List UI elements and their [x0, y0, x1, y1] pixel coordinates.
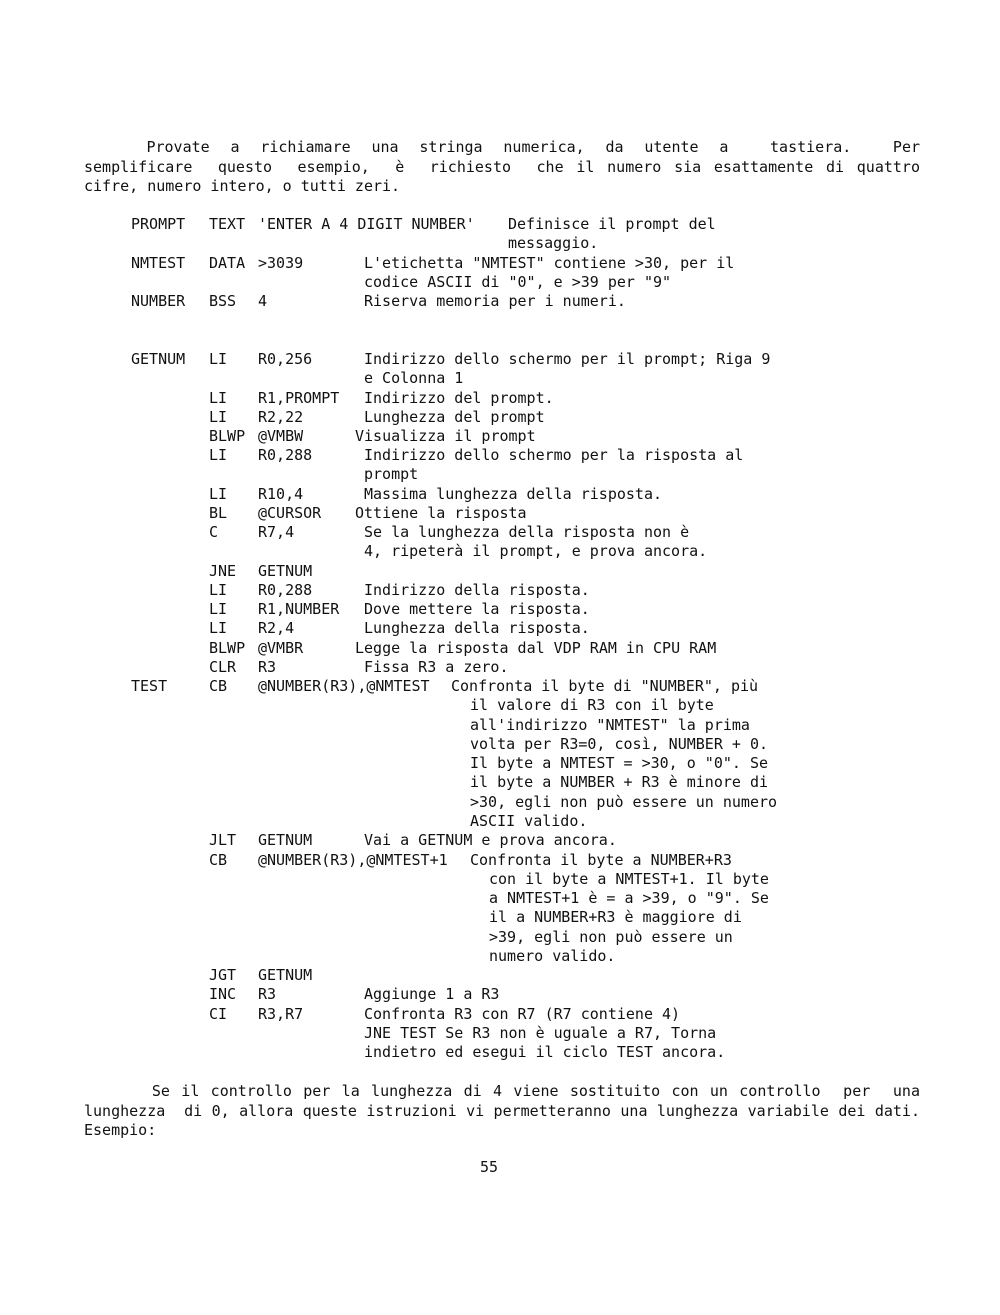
label-number: NUMBER: [131, 292, 186, 310]
operand: R3,R7: [258, 1005, 304, 1023]
comment: e Colonna 1: [364, 369, 464, 387]
comment: il byte a NUMBER + R3 è minore di: [470, 773, 769, 791]
comment: codice ASCII di "0", e >39 per "9": [364, 273, 672, 291]
comment: Massima lunghezza della risposta.: [364, 485, 663, 503]
operand: @CURSOR: [258, 504, 322, 522]
opcode: CB: [209, 677, 228, 695]
comment: L'etichetta "NMTEST" contiene >30, per il: [364, 254, 735, 272]
comment: >39, egli non può essere un: [489, 928, 733, 946]
operand: GETNUM: [258, 562, 313, 580]
label-getnum: GETNUM: [131, 350, 186, 368]
comment: Fissa R3 a zero.: [364, 658, 509, 676]
page-number: 55: [480, 1158, 499, 1176]
opcode: LI: [209, 389, 228, 407]
comment: Dove mettere la risposta.: [364, 600, 590, 618]
opcode: LI: [209, 619, 228, 637]
comment: Confronta il byte a NUMBER+R3: [470, 851, 732, 869]
comment: a NMTEST+1 è = a >39, o "9". Se: [489, 889, 769, 907]
comment: Legge la risposta dal VDP RAM in CPU RAM: [355, 639, 717, 657]
opcode: TEXT: [209, 215, 246, 233]
comment: Confronta il byte di "NUMBER", più: [451, 677, 759, 695]
opcode: LI: [209, 350, 228, 368]
comment: volta per R3=0, così, NUMBER + 0.: [470, 735, 769, 753]
operand: 4: [258, 292, 268, 310]
opcode: C: [209, 523, 219, 541]
operand: R3: [258, 658, 277, 676]
comment: Il byte a NMTEST = >30, o "0". Se: [470, 754, 769, 772]
opcode: LI: [209, 581, 228, 599]
operand: @NUMBER(R3),@NMTEST: [258, 677, 430, 695]
comment: Lunghezza del prompt: [364, 408, 545, 426]
comment: Indirizzo dello schermo per la risposta al: [364, 446, 744, 464]
label-nmtest: NMTEST: [131, 254, 186, 272]
opcode: LI: [209, 600, 228, 618]
operand: GETNUM: [258, 966, 313, 984]
opcode: LI: [209, 408, 228, 426]
opcode: JGT: [209, 966, 237, 984]
label-prompt: PROMPT: [131, 215, 186, 233]
opcode: JLT: [209, 831, 237, 849]
comment: 4, ripeterà il prompt, e prova ancora.: [364, 542, 708, 560]
operand: R0,256: [258, 350, 313, 368]
comment: il a NUMBER+R3 è maggiore di: [489, 908, 742, 926]
operand: 'ENTER A 4 DIGIT NUMBER': [258, 215, 475, 233]
comment: JNE TEST Se R3 non è uguale a R7, Torna: [364, 1024, 717, 1042]
operand: GETNUM: [258, 831, 313, 849]
comment: Confronta R3 con R7 (R7 contiene 4): [364, 1005, 681, 1023]
comment: Aggiunge 1 a R3: [364, 985, 500, 1003]
comment: Indirizzo della risposta.: [364, 581, 590, 599]
opcode: JNE: [209, 562, 237, 580]
comment: Se la lunghezza della risposta non è: [364, 523, 690, 541]
opcode: CLR: [209, 658, 237, 676]
operand: @NUMBER(R3),@NMTEST+1: [258, 851, 448, 869]
intro-paragraph: Provate a richiamare una stringa numerica, da utente a tastiera. Per semplificare questo esempio, è richiesto che il numero sia esattamente di quattro cifre, numero intero, o tutti zeri.: [84, 138, 930, 195]
comment: Visualizza il prompt: [355, 427, 536, 445]
opcode: BLWP: [209, 639, 246, 657]
comment: ASCII valido.: [470, 812, 588, 830]
opcode: LI: [209, 485, 228, 503]
comment: Indirizzo del prompt.: [364, 389, 554, 407]
opcode: BL: [209, 504, 228, 522]
comment: Lunghezza della risposta.: [364, 619, 590, 637]
comment: >30, egli non può essere un numero: [470, 793, 778, 811]
comment: Vai a GETNUM e prova ancora.: [364, 831, 617, 849]
operand: R10,4: [258, 485, 304, 503]
operand: R0,288: [258, 581, 313, 599]
label-test: TEST: [131, 677, 168, 695]
opcode: BSS: [209, 292, 237, 310]
comment: con il byte a NMTEST+1. Il byte: [489, 870, 769, 888]
opcode: INC: [209, 985, 237, 1003]
comment: all'indirizzo "NMTEST" la prima: [470, 716, 750, 734]
opcode: BLWP: [209, 427, 246, 445]
comment: il valore di R3 con il byte: [470, 696, 714, 714]
comment: messaggio.: [508, 234, 599, 252]
comment: Indirizzo dello schermo per il prompt; Riga 9: [364, 350, 771, 368]
operand: R1,PROMPT: [258, 389, 340, 407]
comment: Ottiene la risposta: [355, 504, 527, 522]
operand: R0,288: [258, 446, 313, 464]
operand: R3: [258, 985, 277, 1003]
comment: indietro ed esegui il ciclo TEST ancora.: [364, 1043, 726, 1061]
opcode: LI: [209, 446, 228, 464]
opcode: CI: [209, 1005, 228, 1023]
operand: >3039: [258, 254, 304, 272]
operand: R2,4: [258, 619, 295, 637]
operand: @VMBW: [258, 427, 304, 445]
operand: @VMBR: [258, 639, 304, 657]
comment: Definisce il prompt del: [508, 215, 716, 233]
opcode: DATA: [209, 254, 246, 272]
comment: Riserva memoria per i numeri.: [364, 292, 626, 310]
operand: R7,4: [258, 523, 295, 541]
comment: numero valido.: [489, 947, 616, 965]
operand: R2,22: [258, 408, 304, 426]
outro-paragraph: Se il controllo per la lunghezza di 4 viene sostituito con un controllo per una lunghezza di 0, allora queste istruzioni vi permetteranno una lunghezza variabile dei dati. Esempio:: [84, 1082, 939, 1139]
opcode: CB: [209, 851, 228, 869]
operand: R1,NUMBER: [258, 600, 340, 618]
comment: prompt: [364, 465, 419, 483]
